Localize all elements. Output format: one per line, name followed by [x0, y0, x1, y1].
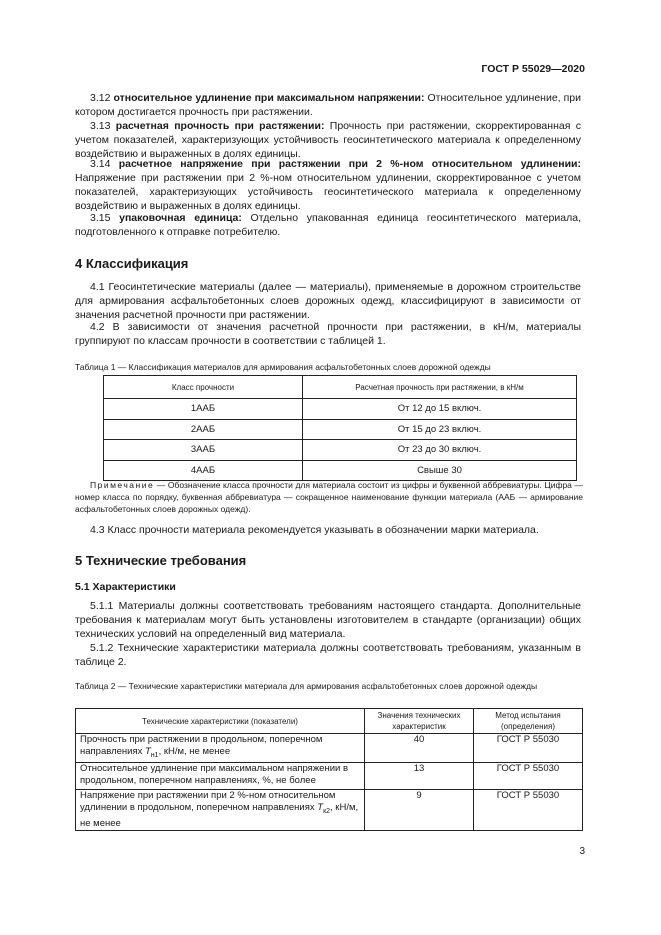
- table-row: [104, 460, 577, 481]
- definition-3-12: [75, 91, 581, 119]
- strength-class: 2ААБ: [104, 419, 303, 440]
- column-header: Технические характеристики (показатели): [76, 709, 365, 734]
- design-strength: Свыше 30: [303, 460, 577, 481]
- technical-characteristics-table: [75, 708, 583, 831]
- characteristic-name: Относительное удлинение при максимальном напряжении в продольном, поперечном направлениях, %, не более: [76, 762, 365, 789]
- def-term: расчетная прочность при растяжении:: [115, 120, 325, 132]
- paragraph-4-3: 4.3 Класс прочности материала рекомендуется указывать в обозначении марки материала.: [90, 524, 539, 536]
- definition-3-13: [75, 119, 581, 161]
- section-5-heading: 5 Технические требования: [75, 553, 247, 568]
- table-row: [76, 734, 583, 763]
- column-header: Расчетная прочность при растяжении, в кН/м: [303, 376, 577, 399]
- def-num: 3.15: [90, 212, 120, 224]
- def-num: 3.12: [90, 92, 114, 104]
- def-term: расчетное напряжение при растяжении при 2 %-ном относительном удлинении:: [118, 158, 581, 170]
- note-text: — Обозначение класса прочности для материала состоит из цифры и буквенной аббревиатуры. Цифра — номер класса по порядку, буквенная аббревиатура — сокращенное наименование функции материала (ААБ — армирование асфальтобетонных слоев дорожных одежд).: [75, 480, 583, 514]
- strength-class: 4ААБ: [104, 460, 303, 481]
- def-text: Отдельно упакованная единица геосинтетического материала, подготовленного к отправке потребителю.: [75, 212, 581, 238]
- definition-3-14: [75, 157, 581, 213]
- table-row: [76, 762, 583, 789]
- design-strength: От 12 до 15 включ.: [303, 399, 577, 420]
- page-number: 3: [579, 846, 585, 857]
- def-text: Напряжение при растяжении при 2 %-ном относительном удлинении, скорректированное с учетом показателей, характеризующих устойчивость геосинтетического материала к определенному воздействию и выраженных в долях единицы.: [75, 172, 581, 212]
- table-header-row: [104, 376, 577, 399]
- def-term: относительное удлинение при максимальном напряжении:: [113, 92, 425, 104]
- section-4-heading: 4 Классификация: [75, 256, 189, 271]
- paragraph-5-1-2: 5.1.2 Технические характеристики материала должны соответствовать требованиям, указанным в таблице 2.: [75, 642, 581, 668]
- design-strength: От 15 до 23 включ.: [303, 419, 577, 440]
- design-strength: От 23 до 30 включ.: [303, 440, 577, 461]
- characteristic-value: 13: [365, 762, 474, 789]
- table-row: [104, 440, 577, 461]
- table-header-row: [76, 709, 583, 734]
- def-num: 3.14: [90, 158, 119, 170]
- characteristic-value: 40: [365, 734, 474, 763]
- column-header: Метод испытания (определения): [474, 709, 583, 734]
- def-num: 3.13: [90, 120, 116, 132]
- note-label: Примечание: [90, 480, 155, 490]
- column-header: Значения технических характеристик: [365, 709, 474, 734]
- table-1-note: [75, 479, 583, 515]
- characteristic-name: Прочность при растяжении в продольном, поперечном направлениях $T_{н1}$, кН/м, не менее: [76, 734, 365, 763]
- def-text: Прочность при растяжении, скорректированная с учетом показателей, характеризующих устойчивость геосинтетического материала к определенному воздействию и выраженных в долях единицы.: [75, 120, 581, 160]
- table-row: [104, 399, 577, 420]
- table-2-caption: Таблица 2 — Технические характеристики материала для армирования асфальтобетонных слоев дорожной одежды: [75, 681, 538, 691]
- strength-class: 1ААБ: [104, 399, 303, 420]
- test-method: ГОСТ Р 55030: [474, 789, 583, 830]
- paragraph-4-1: 4.1 Геосинтетические материалы (далее — материалы), применяемые в дорожном строительстве для армирования асфальтобетонных слоев дорожных одежд, классифицируют в зависимости от значения расчетной прочности при растяжении.: [75, 281, 581, 321]
- document-code: ГОСТ Р 55029—2020: [481, 63, 585, 75]
- table-row: [104, 419, 577, 440]
- definition-3-15: [75, 211, 581, 239]
- def-term: упаковочная единица:: [119, 212, 242, 224]
- characteristic-name: Напряжение при растяжении при 2 %-ном относительном удлинении в продольном, поперечном направлениях $T_{к2}$, кН/м, не менее: [76, 789, 365, 830]
- classification-table: [103, 375, 577, 481]
- characteristic-value: 9: [365, 789, 474, 830]
- paragraph-4-2: 4.2 В зависимости от значения расчетной прочности при растяжении, в кН/м, материалы группируют по классам прочности в соответствии с таблицей 1.: [75, 321, 581, 347]
- paragraph-5-1-1: 5.1.1 Материалы должны соответствовать требованиям настоящего стандарта. Дополнительные требования к материалам могут быть установлены изготовителем в стандарте (организации) общих технических условий на определенный вид материала.: [75, 600, 581, 640]
- table-row: [76, 789, 583, 830]
- subsection-5-1-heading: 5.1 Характеристики: [75, 581, 176, 593]
- strength-class: 3ААБ: [104, 440, 303, 461]
- column-header: Класс прочности: [104, 376, 303, 399]
- table-1-caption: Таблица 1 — Классификация материалов для армирования асфальтобетонных слоев дорожной одежды: [75, 362, 491, 372]
- def-text: Относительное удлинение, при котором достигается прочность при растяжении.: [75, 92, 581, 118]
- test-method: ГОСТ Р 55030: [474, 734, 583, 763]
- test-method: ГОСТ Р 55030: [474, 762, 583, 789]
